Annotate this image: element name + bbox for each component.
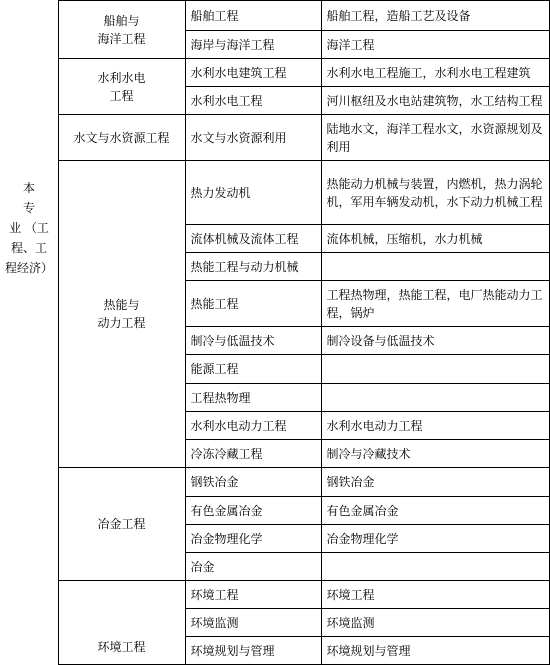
major-cell: 水利水电工程: [185, 87, 321, 115]
category-cell: [58, 581, 185, 665]
major-cell: 热能工程与动力机械: [185, 253, 321, 281]
major-cell: 制冷与低温技术: [185, 327, 321, 355]
major-cell: 能源工程: [185, 355, 321, 384]
old-major-cell: 钢铁冶金: [321, 468, 549, 497]
side-label-line: 本: [22, 181, 35, 195]
side-label-line: 专: [22, 201, 35, 215]
old-major-cell: 环境监测: [321, 609, 549, 637]
old-major-cell: 海洋工程: [321, 31, 549, 59]
major-cell: 冷冻冷藏工程: [185, 440, 321, 468]
side-label-line: 程经济）: [4, 261, 53, 275]
category-label: 热能与 动力工程: [97, 298, 146, 330]
old-major-cell: 环境规划与管理: [321, 637, 549, 665]
old-major-cell: [321, 355, 549, 384]
old-major-cell: 水利水电工程施工，水利水电工程建筑: [321, 59, 549, 87]
old-major-cell: 流体机械，压缩机，水力机械: [321, 225, 549, 253]
old-major-cell: 河川枢纽及水电站建筑物，水工结构工程: [321, 87, 549, 115]
table-row: [0, 1, 549, 31]
old-major-cell: 陆地水文，海洋工程水文，水资源规划及利用: [321, 115, 549, 161]
old-major-cell: [321, 253, 549, 281]
major-cell: 水利水电动力工程: [185, 412, 321, 440]
old-major-cell: [321, 384, 549, 412]
category-label: 水利水电 工程: [97, 70, 146, 103]
old-major-cell: 有色金属冶金: [321, 497, 549, 525]
old-major-cell: 水利水电动力工程: [321, 412, 549, 440]
side-label: [2, 178, 56, 278]
major-cell: 流体机械及流体工程: [185, 225, 321, 253]
old-major-cell: 环境工程: [321, 581, 549, 609]
major-cell: 水文与水资源利用: [185, 115, 321, 161]
category-cell: [58, 1, 185, 59]
side-label-lower: [0, 281, 58, 665]
old-major-cell: [321, 553, 549, 581]
category-label: 冶金工程: [97, 517, 146, 531]
major-cell: 钢铁冶金: [185, 468, 321, 497]
major-cell: 热力发动机: [185, 161, 321, 225]
category-cell: [58, 161, 185, 468]
category-cell: [58, 468, 185, 581]
table-row: [0, 468, 549, 497]
old-major-cell: 船舶工程，造船工艺及设备: [321, 1, 549, 31]
major-cell: 船舶工程: [185, 1, 321, 31]
category-label: 船舶与 海洋工程: [97, 13, 146, 46]
old-major-cell: 热能动力机械与装置，内燃机，热力涡轮机，军用车辆发动机，水下动力机械工程: [321, 161, 549, 225]
table-row: [0, 161, 549, 225]
old-major-cell: 制冷设备与低温技术: [321, 327, 549, 355]
major-cell: 冶金物理化学: [185, 525, 321, 553]
category-label: 水文与水资源工程: [73, 130, 170, 145]
category-label: 环境工程: [97, 640, 146, 654]
table-row: [0, 59, 549, 87]
major-cell: 环境规划与管理: [185, 637, 321, 665]
major-cell: 水利水电建筑工程: [185, 59, 321, 87]
major-cell: 工程热物理: [185, 384, 321, 412]
category-cell: [58, 115, 185, 161]
old-major-cell: 冶金物理化学: [321, 525, 549, 553]
old-major-cell: 制冷与冷藏技术: [321, 440, 549, 468]
side-label-line: 业 （工: [9, 221, 49, 235]
side-label-line: 程、工: [10, 241, 47, 255]
major-cell: 环境监测: [185, 609, 321, 637]
major-cell: 冶金: [185, 553, 321, 581]
major-cell: 有色金属冶金: [185, 497, 321, 525]
major-cell: 热能工程: [185, 281, 321, 327]
table-row: [0, 115, 549, 161]
major-cell: 海岸与海洋工程: [185, 31, 321, 59]
table-row: [0, 581, 549, 609]
major-cell: 环境工程: [185, 581, 321, 609]
old-major-cell: 工程热物理，热能工程，电厂热能动力工程，锅炉: [321, 281, 549, 327]
category-cell: [58, 59, 185, 115]
